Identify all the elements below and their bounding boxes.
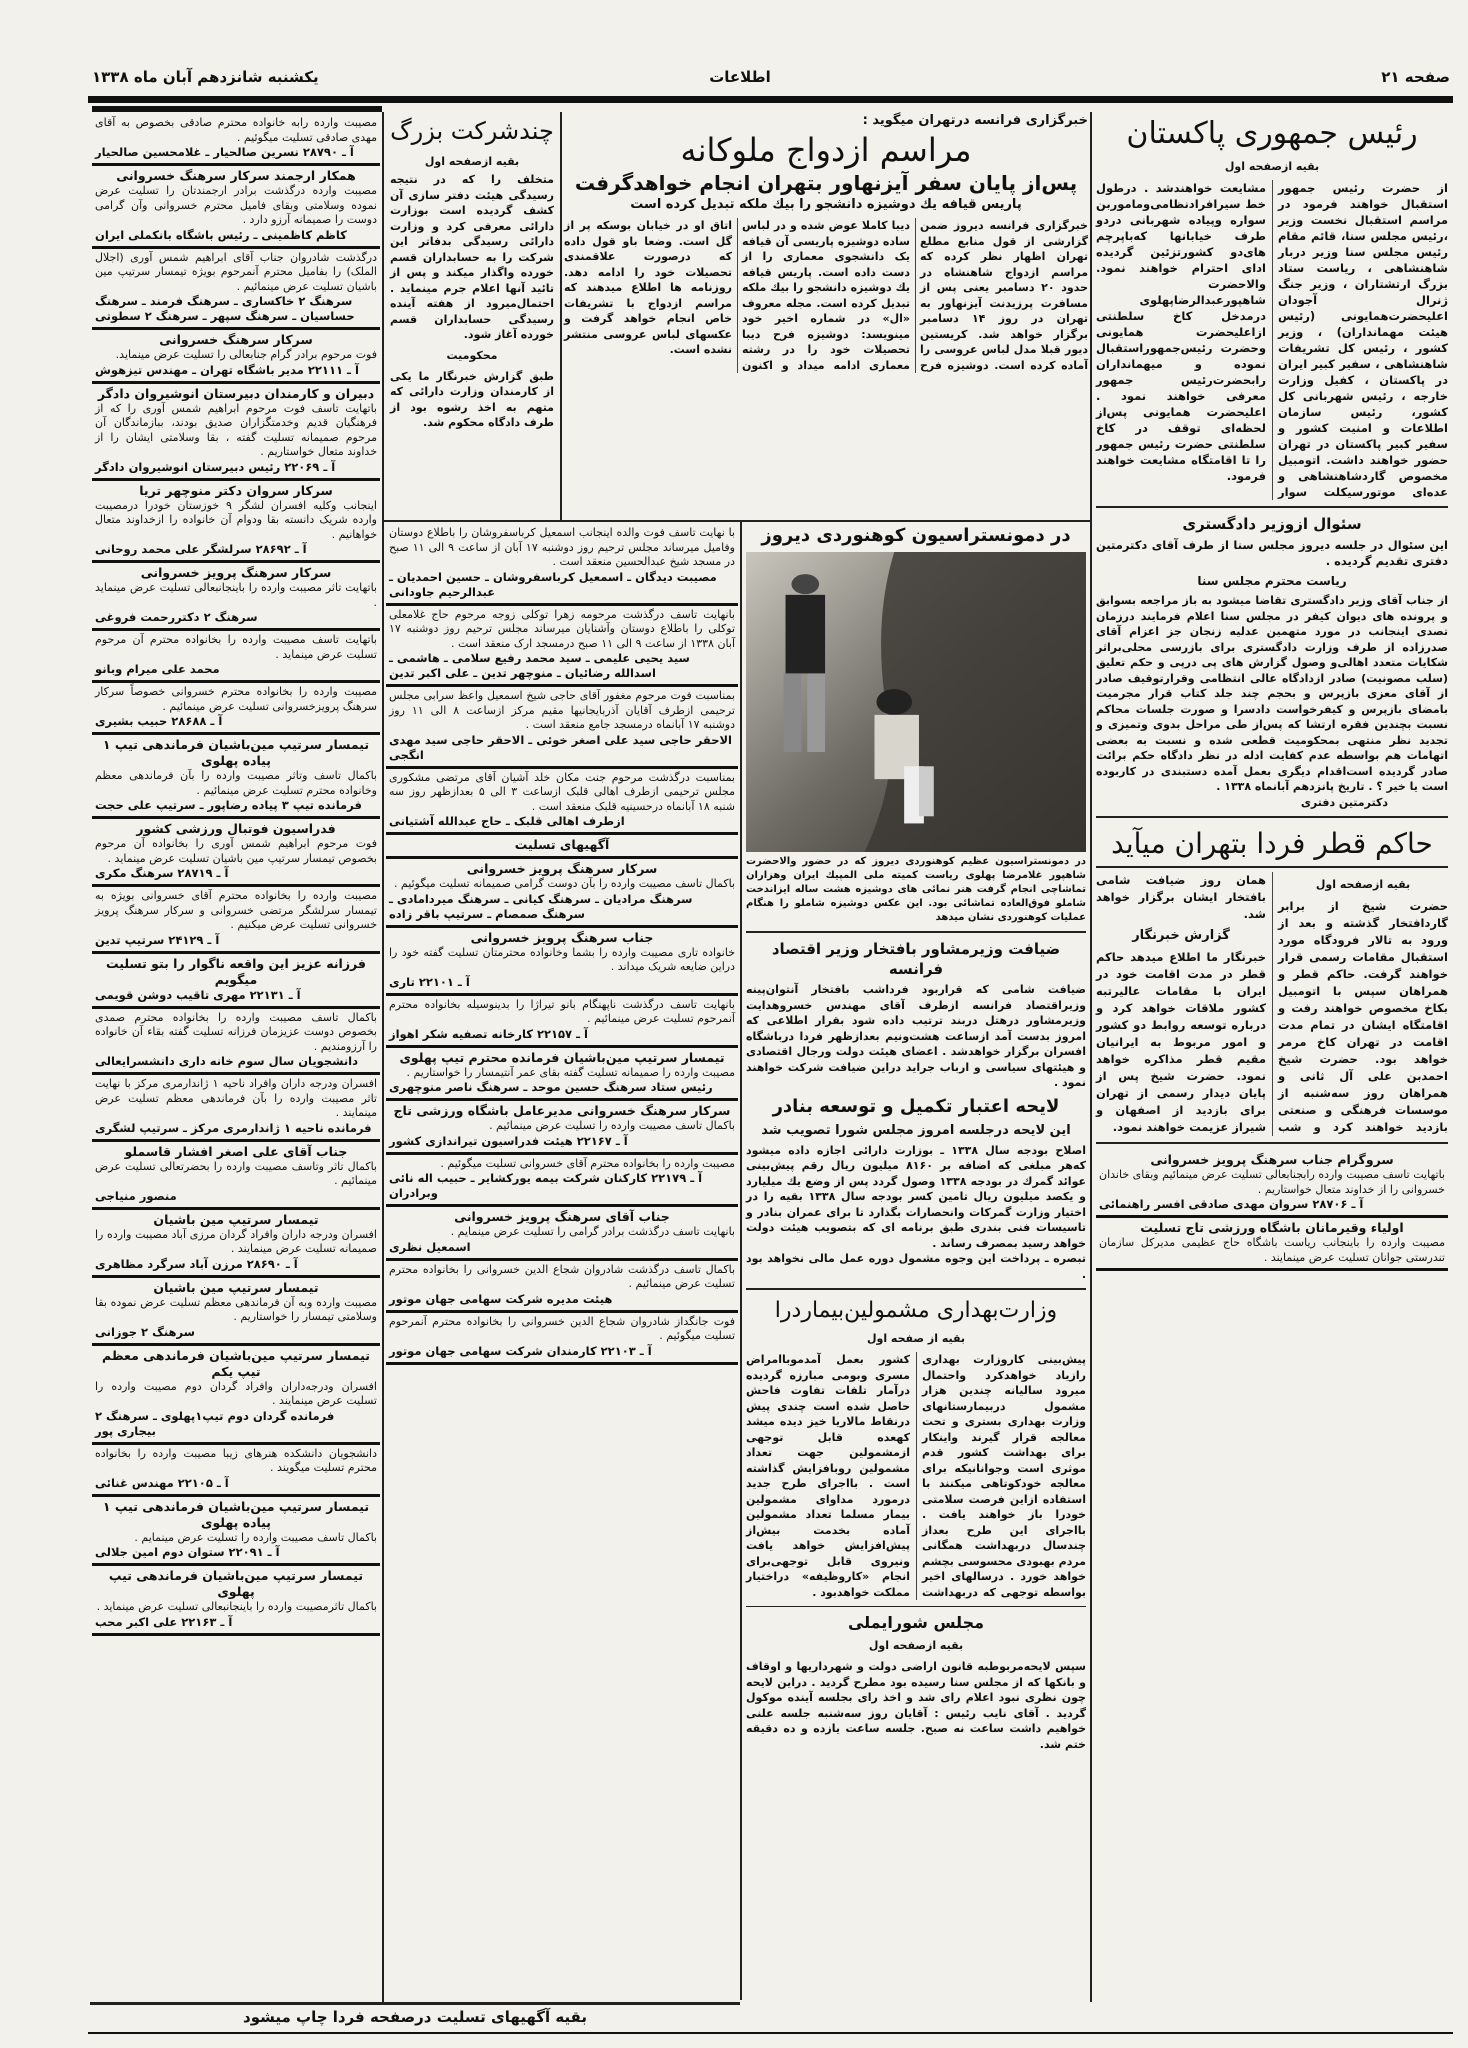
footer-note: بقیه آگهیهای تسلیت درصفحه فردا چاپ میشود bbox=[243, 2008, 587, 2026]
ad-body: باکمال تاسف درگذشت شادروان شجاع الدین خسروانی را بخانواده محترم تسلیت عرض مینمائیم . bbox=[389, 1262, 735, 1290]
ad-title: تیمسار سرتیپ مین باشیان bbox=[153, 1279, 319, 1295]
ad-body: باتهایت تاسف مصیبت وارده رابجنابعالی تسلیت عرض مینمائیم وبقای خاندان خسروانی را از خداوند متعال خواستاریم . bbox=[1099, 1168, 1445, 1196]
ad-body: افسران ودرجه داران وافراد گردان مرزی آباد مصیبت وارده را صمیمانه تسلیت عرض مینمایند . bbox=[95, 1227, 377, 1255]
condolence-ad bbox=[92, 563, 380, 631]
marriage-kicker: خبرگزاری فرانسه درتهران میگوید : bbox=[862, 113, 1088, 128]
ad-signature: آ ـ ۲۲۱۶۷ هیئت فدراسیون تیراندازی کشور bbox=[389, 1133, 628, 1148]
dinner-headline: ضیافت وزیرمشاور بافتخار وزیر اقتصاد فرانسه bbox=[771, 940, 1061, 978]
ad-signature: آ ـ ۲۸۶۹۰ مرزن آباد سرگرد مظاهری bbox=[95, 1256, 298, 1271]
condolence-ad bbox=[386, 928, 738, 996]
justice-signature: دکترمتین دفتری bbox=[1300, 795, 1388, 809]
ad-body: دانشجویان دانشکده هنرهای زیبا مصیبت وارده را بخانواده محترم تسلیت میگویند . bbox=[95, 1446, 377, 1474]
mountaineering-photo bbox=[746, 552, 1086, 852]
ports-subheadline: این لایحه درجلسه امروز مجلس شورا تصویب شد bbox=[761, 1122, 1071, 1138]
ad-signature: رئیس ستاد سرهنگ حسین موحد ـ سرهنگ ناصر منوچهری bbox=[389, 1080, 713, 1094]
ad-signature: دانشجویان سال سوم خانه داری دانشسرایعالی bbox=[95, 1054, 359, 1068]
ad-body: مصیبت وارده را بخانواده محترم آقای خسروانی بویژه به تیمسار سرلشگر مرتضی خسروانی و سرکار سرهنگ پرویز خسروانی تسلیت عرض میکنیم . bbox=[95, 889, 377, 931]
condolence-ad bbox=[92, 819, 380, 887]
ad-title: تیمسار سرتیپ مین‌باشیان فرماندهی تیپ ۱ پیاده پهلوی bbox=[102, 737, 370, 768]
condolence-ad bbox=[386, 1261, 738, 1313]
bottom-rule bbox=[88, 2032, 1453, 2034]
condolence-ads-center bbox=[1096, 1150, 1448, 1271]
photo-headline: در دمونستراسیون کوهنوردی دیروز bbox=[761, 525, 1071, 546]
ad-signature: آ ـ ۲۲۰۶۹ رئیس دبیرستان انوشیروان دادگر bbox=[95, 459, 336, 474]
majlis-body: سپس لایحه‌مربوطبه قانون اراضی دولت و شهرداریها و اوقاف و بانکها که از مجلس سنا رسیده بود مطرح گردید . دراین لایحه چون نظری نبود اعلام رای شد و اخذ رای بجلسه آینده موکول گردید . آقای نایب رئیس : آقایان روز سه‌شنبه جلسه علنی خواهیم داشت ساعت نه صبح. جلسه ساعت یازده و ده دقیقه ختم شد. bbox=[746, 1660, 1086, 1751]
condolence-ad bbox=[92, 1346, 380, 1445]
ad-signature: آ ـ ۲۸۶۸۸ حبیب بشیری bbox=[95, 714, 223, 728]
qatar-subhead: گزارش خبرنگار bbox=[1132, 928, 1230, 943]
ad-signature: کاظم کاظمینی ـ رئیس باشگاه بانکملی ایران bbox=[95, 227, 347, 242]
ad-signature: آ ـ ۲۲۱۵۷ کارخانه تصفیه شکر اهواز bbox=[389, 1026, 588, 1041]
ad-signature: آ ـ ۲۸۷۹۰ نسرین صالحیار ـ غلامحسین صالحیار bbox=[95, 145, 354, 159]
masthead-rule bbox=[88, 96, 1453, 103]
company-article bbox=[386, 114, 558, 431]
condolence-ad bbox=[92, 330, 380, 384]
ad-body: باکمال تاسف مصیبت وارده را تسلیت عرض مینمایم . bbox=[134, 1530, 377, 1544]
ad-signature: آ ـ ۲۲۱۱۱ مدیر باشگاه تهران ـ مهندس تیزهوش bbox=[95, 362, 359, 377]
ad-signature: آ ـ ۲۲۱۷۹ کارکنان شرکت بیمه یورکشایر ـ حبیب اله نائی وبرادران bbox=[389, 1171, 703, 1200]
ad-signature: آ ـ ۲۴۱۲۹ سرتیپ تدین bbox=[95, 932, 220, 947]
ad-title: آگهیهای تسلیت bbox=[514, 837, 610, 852]
ad-signature: آ ـ ۲۲۱۳۱ مهری تاقیب دوشن قویمی bbox=[95, 987, 301, 1002]
continued-label: بقیه ازصفحه اول bbox=[424, 155, 520, 168]
condolence-ad bbox=[92, 1210, 380, 1278]
ad-body: باکمال تاسف مصیبت وارده را بآن دوست گرامی صمیمانه تسلیت میگوئیم . bbox=[393, 877, 735, 890]
ad-title: تیمسار سرتیپ مین‌باشیان فرماندهی معظم تیپ یکم bbox=[102, 1347, 370, 1379]
ad-body: باکمال تاثرمصیبت وارده را باینجانبعالی تسلیت عرض مینماید . bbox=[96, 1600, 377, 1613]
company-subhead: محکومیت bbox=[446, 348, 498, 362]
newspaper-name: اطلاعات bbox=[709, 68, 771, 86]
ad-signature: الاحقر حاجی سید علی اصغر خوئی ـ الاحقر حاجی سید مهدی انگجی bbox=[389, 732, 732, 762]
ad-signature: فرمانده ناحیه ۱ ژاندارمری مرکز ـ سرتیپ لشگری bbox=[95, 1120, 372, 1135]
ad-title: فرزانه عزیز این واقعه ناگوار را بتو تسلیت میگویم bbox=[105, 955, 366, 987]
ad-signature: آ ـ ۲۲۱۰۱ تاری bbox=[389, 974, 470, 989]
condolence-ad bbox=[92, 249, 380, 331]
health-body: پیش‌بینی کاروزارت بهداری رازیاد خواهدکرد واحتمال میرود سالیانه چندین هزار مشمول دربیمارستانهای وزارت بهداری بستری و تحت معالجه قرار گیرند واینکار برای بهداشت کشور قدم موثری است وجوانانیکه برای معالجه خودکوتاهی میکنند با استفاده ازاین فرصت سلامتی خودرا باز خواهند یافت . بااجرای این طرح بعداز چندسال دربهداشت همگانی مردم بهبودی محسوسی بچشم خواهد خورد . درسالهای اخیر بواسطه توجهی که دربهداشت کشور بعمل آمدموباامراض مسری وبومی مبارزه گردیده درآمار تلفات تفاوت فاحش حاصل شده است چندی پیش درنقاط مالاریا خیز دیده میشد کهعده قابل توجهی ازمشمولین جهت تعداد مشمولین روبافزایش گذاشته است . بااجرای طرح جدید درمورد مداوای مشمولین بیمار مسلما تعداد مشمولین آماده بخدمت بیش‌از پیش‌افزایش خواهد یافت ونیروی قابل توجهی‌برای انجام «کاروظیفه» دراختیار مملکت خواهدبود . bbox=[746, 1353, 1086, 1599]
condolence-ad bbox=[92, 166, 380, 249]
masthead-rule-left bbox=[92, 106, 382, 112]
continued-label: بقیه ازصفحه اول bbox=[1315, 878, 1411, 891]
pakistan-body: از حضرت رئیس جمهور استقبال خواهند فرمود در مراسم استقبال نخست وزیر ،رئیس مجلس سنا، قائم مقام رئیس مجلس سنا وزیر دربار شاهنشاهی ، ریاست ستاد بزرگ ارتشتاران ، وزیر جنگ ژنرال آجودان اعلیحضرت‌همایونی (رئیس هیئت مهمانداران) ، وزیر کشور ، رئیس کل تشریفات شاهنشاهی ، سفیر کبیر ایران در پاکستان ، کفیل وزارت خارجه ، رئیس شهربانی کل کشور، رئیس سازمان اطلاعات و امنیت کشور و سفیر کبیر پاکستان در تهران حضور خواهند داشت. اتومبیل مخصوص گارد‌شاهنشاهی و عده‌ای موتورسیکلت سوار مشایعت خواهندشد . درطول خط سیرافرادنظامی‌وماموربن سواره وپیاده شهربانی دردو طرف خیابانها که‌باپرچم های‌دو کشورتزئین گردیده ادای احترام خواهند نمود. والاحضرت شاهپورعبدالرضاپهلوی درمدخل کاخ سلطنتی ازاعلیحضرت همایونی وحضرت رئیس‌جمهوراستقبال نموده و میهمانداران رابحضرت‌رئیس جمهور معرفی خواهند نمود . اعلیحضرت همایونی پس‌از لحظه‌ای توقف در کاخ سلطنتی حضرت رئیس جمهور را تا اقامتگاه مشایعت خواهند فرمود. bbox=[1096, 181, 1448, 499]
continued-label: بقیه ازصفحه اول bbox=[868, 1639, 964, 1652]
continued-label: بقیه از صفحه اول bbox=[866, 1332, 966, 1345]
divider bbox=[1096, 506, 1448, 508]
column-divider bbox=[382, 112, 384, 2002]
justice-intro: این سئوال در جلسه دیروز مجلس سنا از طرف آقای دکترمتین دفتری تقدیم گردیده . bbox=[1096, 538, 1448, 568]
ad-body: بانهایت تاسف درگذشت مرحومه زهرا توکلی زوجه مرحوم حاج غلامعلی توکلی را باطلاع دوستان وآشنایان میرساند مجلس ترحیم روز دوشنبه ۱۷ آبان ۱۳۳۸ از ساعت ۹ الی ۱۱ صبح درمسجد ارک منعقد است . bbox=[389, 607, 735, 650]
condolence-ad bbox=[1096, 1218, 1448, 1271]
ports-headline: لایحه اعتبار تکمیل و توسعه بنادر bbox=[772, 1095, 1060, 1117]
ad-body: افسران ودرجه داران وافراد ناحیه ۱ ژاندارمری مرکز با نهایت تاثر مصیبت وارده را بآن فرماندهی معظم تسلیت عرض مینمایند . bbox=[95, 1077, 378, 1119]
ad-body: مصیبت وارده درگذشت برادر ارجمندتان را تسلیت عرض نموده وسلامتی وبقای فامیل محترم خسروانی وآن گرامی دوست را صمیمانه آرزو دارد . bbox=[95, 184, 377, 226]
qatar-headline: حاکم قطر فردا بتهران میآید bbox=[1111, 827, 1433, 860]
right-news-column bbox=[1096, 114, 1448, 1271]
ad-body: مصیبت وارده رابه خانواده محترم صادقی بخصوص به آقای مهدی صادقی تسلیت میگوئیم . bbox=[95, 116, 377, 144]
ad-title: سرکار سرهنگ پرویز خسروانی bbox=[466, 861, 658, 876]
condolence-ad bbox=[386, 1101, 738, 1155]
condolence-ad bbox=[92, 481, 380, 564]
justice-salutation: ریاست محترم مجلس سنا bbox=[1197, 574, 1347, 588]
ad-signature: سید یحیی علیمی ـ سید محمد رفیع سلامی ـ هاشمی ـ اسدالله رضائیان ـ منوچهر تدین ـ علی اکبر تدین bbox=[389, 651, 690, 680]
condolence-ad bbox=[92, 1566, 380, 1636]
ad-signature: آ ـ ۲۸۷۰۶ سروان مهدی صادقی افسر راهنمائی bbox=[1099, 1197, 1364, 1211]
dinner-body: ضیافت شامی که قراربود فرداشب بافتخار آنتوان‌پینه وزیراقتصاد فرانسه ازطرف آقای مهندس خسروهدایت وزیرمشاور درهتل دربند ترتیب داده شود بقرار اطلاعی که امروز بدست آمد ازساعت هشت‌ونیم بعدازظهر فردا درباشگاه افسران برگزار خواهدشد . اعضای هیئت دولت ورجال اقتصادی و هیئتهای سیاسی و ارباب جراید دراین ضیافت شرکت خواهند نمود . bbox=[746, 983, 1086, 1089]
ad-signature: اسمعیل نظری bbox=[389, 1239, 471, 1254]
ad-body: مصیبت وارده را صمیمانه تسلیت گفته بقای عمر آنتیمسار را خواستاریم . bbox=[406, 1065, 735, 1079]
page-number: صفحه ۲۱ bbox=[1381, 68, 1450, 86]
ad-title: تیمسار سرتیپ مین‌باشیان فرماندهی تیپ ۱ پیاده پهلوی bbox=[102, 1498, 370, 1530]
ad-signature: سرهنگ مرادیان ـ سرهنگ کیانی ـ سرهنگ میردامادی ـ سرهنگ صمصام ـ سرتیپ باقر زاده bbox=[389, 891, 693, 921]
divider bbox=[1096, 1142, 1448, 1144]
ad-title: سرکار سرهنگ پرویز خسروانی bbox=[140, 565, 332, 580]
condolence-ad bbox=[386, 859, 738, 928]
company-headline: چندشرکت بزرگ bbox=[390, 117, 554, 145]
majlis-headline: مجلس شورایملی bbox=[847, 1613, 985, 1632]
ports-note: تبصره ـ پرداخت این وجوه مشمول دوره عمل مالی نخواهد بود . bbox=[746, 1252, 1086, 1281]
condolence-ad bbox=[386, 1155, 738, 1208]
ad-body: بانهایت تاسف درگذشت ناپهنگام بانو تیراژا را بدینوسیله بخانواده محترم آنمرحوم تسلیت عرض مینمائیم . bbox=[389, 997, 735, 1025]
ad-signature: هیئت مدیره شرکت سهامی جهان موتور bbox=[389, 1291, 613, 1306]
condolence-ad bbox=[92, 735, 380, 819]
condolence-ads-column bbox=[92, 114, 380, 1636]
divider bbox=[746, 1606, 1086, 1607]
ports-body: اصلاح بودجه سال ۱۳۳۸ ـ بوزارت دارائی اجازه داده میشود که‌هر مبلغی که اضافه بر ۸۱۶۰ میلیون ریال رقم پیش‌بینی عوائد گمرك در بودجه ۱۳۳۸ وصول گردد پس از وضع یك میلیارد و یکصد میلیون ریال تامین کسر بودجه سال ۱۳۳۸ بقیه را در اختیار وزارت گمرکات وانحصارات بگذارد تا برای عمران بنادر و تاسیسات فنی بندری طبق برنامه ای که بتصویب هیئت دولت خواهد رسید بمصرف رساند . bbox=[746, 1143, 1087, 1250]
justice-body: از جناب آقای وزیر دادگستری تقاضا میشود به باز مراجعه بسوابق و پرونده های دیوان کیفر در مجلس سنا اعلام فرمایند درزمان تصدی اینجانب در مورد متهمین عدلیه زنجان جز اعزام آقای صدرزاده از طرف وزارت دادگستری برای بازرسی محلی‌براثر شکایات متعدد اهالی‌و وصول گزارش های پی درپی و حکم تعلیق (سلب مصونیت) صادر ازدادگاه عالی انتظامی وقرارتوقیف صادر از آقای معزی بازپرس و بحجم چند جلد کتاب قرار مجرمیت بامضای بازپرس و کیفرخواست دادسرا و صورت جلسات محاکم نسبت بچندین فقره ارتشا که پس‌از طی مراحل بدوی وتمیزی و تجدید نظر منتهی بمحکومیت قطعی شده و نسبت به بعضی اتهامات هم بواسطه عدم کفایت ادله در نظر دادگاه حکم برائت صادر گردیده است‌اقدام دیگری بعمل آمده دستبندی در کاربوده است یا خیر ؟ . تاریخ پانزدهم آبانماه ۱۳۳۸ . bbox=[1096, 594, 1448, 793]
ad-title: جناب سرهنگ پرویز خسروانی bbox=[470, 929, 654, 945]
divider bbox=[90, 2002, 740, 2005]
condolence-ad bbox=[92, 1497, 380, 1567]
ad-signature: منصور منیاجی bbox=[95, 1188, 177, 1203]
condolence-ad bbox=[92, 1278, 380, 1346]
ad-body: بمناسبت درگذشت مرحوم جنت مکان خلد آشیان آقای مرتضی مشکوری مجلس ترحیمی ازطرف اهالی قلبک ازساعت ۳ الی ۵ بعدازظهر روز سه شنبه ۱۸ آبانماه درحسینیه قلبک منعقد است . bbox=[389, 770, 735, 813]
ad-signature: فرمانده گردان دوم تیپ۱پهلوی ـ سرهنگ ۲ بیجاری پور bbox=[95, 1408, 335, 1438]
condolence-ad bbox=[386, 687, 738, 769]
marriage-article bbox=[564, 112, 1088, 373]
ad-body: باکمال تاسف مصیبت وارده را بخانواده محترم صمدی بخصوص دوست عزیزمان فرزانه تسلیت گفته بقاء آن خانواده را آرزومندیم . bbox=[95, 1010, 377, 1053]
qatar-body-2: خبرنگار ما اطلاع میدهد حاکم قطر در مدت اقامت خود در ایران با مقامات عالیرتبه کشور ملاقات خواهد کرد و درباره توسعه روابط دو کشور و امور مربوط به ایرانیان مقیم قطر مذاکره خواهد نمود. حضرت شیخ پس از پایان دیدار رسمی از تهران برای بازدید از اصفهان و شیراز عزیمت خواهند نمود. bbox=[1096, 950, 1266, 1134]
divider bbox=[384, 520, 1090, 522]
column-divider bbox=[740, 520, 742, 2000]
pakistan-headline: رئیس جمهوری پاکستان bbox=[1126, 116, 1418, 151]
ad-signature: سرهنگ ۲ جوزانی bbox=[95, 1324, 195, 1339]
ad-body: مصیبت وارده را بخانواده محترم آقای خسروانی تسلیت میگوئیم . bbox=[440, 1156, 735, 1170]
marriage-headline: مراسم ازدواج ملوکانه bbox=[680, 131, 972, 169]
justice-headline: سئوال ازوزیر دادگستری bbox=[1182, 515, 1362, 533]
ad-body: فوت مرحوم ابراهیم شمس آوری را بخانواده آن مرحوم بخصوص تیمسار سرتیپ مین باشیان تسلیت عرض مینماید . bbox=[95, 837, 377, 865]
ad-title: سرکار سروان دکتر منوچهر تریا bbox=[139, 482, 333, 498]
ad-title: اولیاء وقیرمانان باشگاه ورزشی تاج تسلیت bbox=[1140, 1220, 1404, 1235]
condolence-ad bbox=[386, 524, 738, 606]
ad-signature: آ ـ ۲۲۱۰۵ مهندس غنائی bbox=[95, 1475, 229, 1490]
condolence-ad bbox=[92, 954, 380, 1009]
ad-body: بمناسبت فوت مرحوم مغفور آقای حاجی شیخ اسمعیل واعظ سرابی مجلس ترحیمی ازطرف آقایان آذربایجانیها مقیم مرکز ازساعت ۸ الی ۱۱ روز دوشنبه ۱۷ آبانماه درمسجد جامع منعقد است . bbox=[389, 689, 735, 731]
ad-signature: سرهنگ ۲ دکتررحمت فروغی bbox=[95, 610, 258, 624]
ad-signature: ازطرف اهالی قلبک ـ حاج عبدالله آشتیانی bbox=[389, 814, 625, 828]
condolence-ad bbox=[386, 835, 738, 859]
divider bbox=[746, 931, 1086, 933]
ad-title: سرکار سرهنگ خسروانی bbox=[159, 332, 313, 347]
column-divider bbox=[1090, 112, 1092, 2002]
issue-date: یکشنبه شانزدهم آبان ماه ۱۳۳۸ bbox=[92, 68, 319, 86]
condolence-ad bbox=[92, 631, 380, 683]
company-body: متخلف را که در نتیجه رسیدگی هیئت دفتر سازی آن کشف گردیده است بوزارت دارائی معرفی کرد و وزارت دارائی رسیدگی بدفاتر این شرکت را به حسابداران قسم خورده واگذار میکند و پس از تائید آنها اعلام جرم مینماید . احتمال‌میرود از هفته آینده رسیدگی حسابداران قسم خورده آغاز شود. bbox=[390, 173, 554, 341]
ad-title: تیمسار سرتیپ مین‌باشیان فرمانده محترم تیپ پهلوی bbox=[399, 1049, 725, 1065]
condolence-ad bbox=[92, 1075, 380, 1142]
ad-body: باکمال تاثر وتاسف مصیبت وارده را بحضرتعالی تسلیت عرض مینمائیم . bbox=[95, 1159, 377, 1187]
ad-signature: آ ـ ۲۲۱۶۳ علی اکبر محب bbox=[95, 1614, 233, 1629]
condolence-ad bbox=[92, 1445, 380, 1497]
continued-label: بقیه ازصفحه اول bbox=[1224, 160, 1320, 173]
ad-body: باتهایت تاسف فوت مرحوم ابراهیم شمس آوری را که از فرهنگیان قدیم وخدمتگزاران صدیق بودند، ببازماندگان آن مرحوم صمیمانه تسلیت گفته ، بقا وسلامتی ایشان را از خداوند متعال خواستاریم . bbox=[95, 401, 377, 458]
ad-title: جناب آقای سرهنگ پرویز خسروانی bbox=[454, 1209, 670, 1224]
condolence-ad bbox=[92, 683, 380, 735]
condolence-ads-column bbox=[386, 524, 738, 1365]
ad-signature: آ ـ ۲۲۰۹۱ ستوان دوم امین جلالی bbox=[95, 1545, 280, 1559]
ad-title: دبیران و کارمندان دبیرستان انوشیروان دادگر bbox=[97, 385, 375, 401]
ad-signature: آ ـ ۲۲۱۰۳ کارمندان شرکت سهامی جهان موتور bbox=[389, 1343, 652, 1358]
condolence-ad bbox=[386, 606, 738, 688]
ad-signature: محمد علی میرام وبانو bbox=[95, 662, 220, 676]
ad-body: فوت جانگداز شادروان شجاع الدین خسروانی را بخانواده محترم آنمرحوم تسلیت میگوئیم . bbox=[389, 1314, 735, 1342]
ad-body: افسران ودرجه‌داران وافراد گردان دوم مصیبت وارده را تسلیت عرض مینمایند . bbox=[95, 1379, 377, 1407]
marriage-subheadline: پس‌از پایان سفر آیزنهاور بتهران انجام خواهدگرفت bbox=[574, 171, 1078, 195]
condolence-ad bbox=[92, 1142, 380, 1210]
divider bbox=[1096, 816, 1448, 818]
condolence-ad bbox=[1096, 1150, 1448, 1218]
ad-body: با نهایت تاسف فوت والده اینجانب اسمعیل کرباسفروشان را باطلاع دوستان وفامیل میرساند مجلس ترحیم روز دوشنبه ۱۷ آبان از ساعت ۹ الی ۱۱ صبح در مسجد شیخ عبدالحسین منعقد است . bbox=[389, 526, 735, 568]
ad-body: باکمال تاسف وتاثر مصیبت وارده را بآن فرماندهی معظم وخانواده محترم تسلیت عرض مینمائیم . bbox=[95, 769, 377, 797]
condolence-ad bbox=[386, 1048, 738, 1102]
ad-body: بانهایت تاسف درگذشت برادر گرامی را تسلیت عرض مینمایم . bbox=[450, 1225, 735, 1238]
ad-body: خانواده تاری مصیبت وارده را بشما وخانواده محترمتان تسلیت گفته خود را دراین ضایعه شریک میداند . bbox=[389, 945, 735, 973]
ad-title: سرکار سرهنگ خسروانی مدیرعامل باشگاه ورزشی تاج bbox=[393, 1103, 731, 1118]
ad-signature: آ ـ ۲۸۷۱۹ سرهنگ مکری bbox=[95, 866, 229, 880]
marriage-deck: پاریس قیافه یك دوشیزه دانشجو را بیك ملکه تبدیل کرده است bbox=[630, 197, 1022, 212]
ad-body: درگذشت شادروان جناب آقای ابراهیم شمس آوری (اجلال الملک) را بفامیل محترم آنمرحوم بویژه تیمسار سرتیپ مین باشیان تسلیت عرض مینمائیم . bbox=[95, 250, 377, 293]
ad-title: تیمسار سرتیپ مین باشیان bbox=[153, 1211, 319, 1227]
ad-title: سروگرام جناب سرهنگ پرویز خسروانی bbox=[1150, 1152, 1394, 1167]
ad-title: همکار ارجمند سرکار سرهنگ خسروانی bbox=[116, 168, 356, 183]
qatar-body: حضرت شیخ از برابر گاردافتخار گذشته و بعد از ورود به تالار فرودگاه مورد استقبال مقامات رسمی قرار خواهند گرفت. حاکم قطر و همراهان سپس با اتومبیل بکاخ مخصوص خواهند رفت و اقامتگاه ایشان در تمام مدت اقامت در تهران کاخ مرمر خواهد بود. حضرت شیخ احمدبن علی آل ثانی و همراهان روز سه‌شنبه از موسسات فرهنگی و صنعتی بازدید خواهند کرد و شب همان روز ضیافت شامی بافتخار ایشان برگزار خواهد شد. bbox=[1096, 873, 1448, 1134]
condolence-ad bbox=[386, 1313, 738, 1365]
ad-body: باتهایت تاسف مصیبت وارده را بخانواده محترم آن مرحوم تسلیت عرض مینماید . bbox=[95, 633, 377, 661]
health-headline: وزارت‌بهداری مشمولین‌بیمار‌درا bbox=[774, 1298, 1058, 1323]
photo-caption: در دمونستراسیون عظیم کوهنوردی دیروز که در حضور والاحضرت شاهپور غلامرضا پهلوی ریاست کمیته ملی المپیك ایران وهزاران تماشاچی انجام گرفت هنر نمائی های دوشیزه هشت ساله ایزاندخت شاملو فوق‌العاده تماشائی بود. این عکس دوشیزه شاملو را هنگام عملیات کوهنوردی نشان میدهد bbox=[746, 856, 1086, 923]
middle-news-column bbox=[746, 524, 1086, 1752]
company-body-2: طبق گزارش خبرنگار ما یکی از کارمندان وزارت دارائی که متهم به اخذ رشوه بود از طرف دادگاه محکوم شد. bbox=[390, 369, 554, 429]
condolence-ad bbox=[386, 769, 738, 836]
ad-body: باکمال تاسف مصیبت وارده را تسلیت عرض مینمائیم . bbox=[489, 1119, 735, 1132]
ad-body: مصیبت وارده را بخانواده محترم خسروانی خصوصاً سرکار سرهنگ پرویزخسروانی تسلیت عرض مینمائیم . bbox=[95, 685, 377, 713]
ad-signature: مصیبت دیدگان ـ اسمعیل کرباسفروشان ـ حسین احمدیان ـ عبدالرحیم جاودانی bbox=[389, 569, 717, 599]
condolence-ad bbox=[92, 887, 380, 954]
ad-body: فوت مرحوم برادر گرام جنابعالی را تسلیت عرض مینماید. bbox=[115, 348, 377, 361]
ad-title: تیمسار سرتیپ مین‌باشیان فرماندهی تیپ پهلوی bbox=[108, 1568, 364, 1599]
ad-title: فدراسیون فوتبال ورزشی کشور bbox=[136, 821, 336, 836]
ad-body: اینجانب وکلیه افسران لشگر ۹ خوزستان خودرا درمصیبت وارده شریک دانسته بقا ودوام آن خانواده را ازخداوند متعال خواهانیم . bbox=[95, 498, 377, 541]
ad-title: جناب آقای علی اصغر افشار قاسملو bbox=[124, 1143, 348, 1159]
condolence-ad bbox=[386, 996, 738, 1048]
divider bbox=[746, 1288, 1086, 1290]
column-divider bbox=[560, 112, 562, 520]
ad-signature: آ ـ ۲۸۶۹۲ سرلشگر علی محمد روحانی bbox=[95, 542, 307, 556]
condolence-ad bbox=[92, 384, 380, 481]
condolence-ad bbox=[92, 1009, 380, 1076]
ad-signature: فرمانده تیپ ۳ پیاده رضاپور ـ سرتیپ علی حجت bbox=[95, 798, 362, 812]
ad-body: باتهایت تاثر مصیبت وارده را باینجانبعالی تسلیت عرض مینماید . bbox=[95, 581, 377, 609]
condolence-ad bbox=[92, 114, 380, 166]
condolence-ad bbox=[386, 1207, 738, 1261]
marriage-body: خبرگزاری فرانسه دیروز ضمن گزارشی از قول منابع مطلع تهران اظهار نظر کرده که مراسم ازدواج شاهنشاه در حدود ۲۰ دسامبر یعنی پس از مسافرت پرزیدنت آیزنهاور به تهران در روز ۱۴ دسامبر برگزار خواهد شد. کریستین دیور قبلا مدل لباس عروسی را آماده کرده است. دوشیزه فرح دیبا کاملا عوض شده و در لباس ساده دوشیزه پاریسی آن قیافه یک دانشجوی معماری را از دست داده است. پاریس قیافه یك دوشیزه دانشجو را بیك ملکه تبدیل کرده است. مجله معروف «ال» در شماره اخیر خود مینویسد: دوشیزه فرح دیبا تحصیلات خود را در رشته معماری ادامه میداد و اکنون اتاق او در خیابان بوسکه پر از گل است. وضعا باو قول داده که درصورت علاقمندی تحصیلات خود را ادامه دهد. روزنامه ها اطلاع میدهند که مراسم ازدواج با تشریفات خاص انجام خواهد گرفت و عکسهای لباس عروسی منتشر نشده است. bbox=[564, 219, 1089, 372]
ad-signature: سرهنگ ۲ خاکساری ـ سرهنگ فرمند ـ سرهنگ حساسیان ـ سرهنگ سپهر ـ سرهنگ ۲ سطوتی bbox=[95, 294, 355, 323]
ad-body: مصیبت وارده را باینجانب ریاست باشگاه حاج عظیمی مدیرکل سازمان تندرستی جوانان تسلیت عرض مینمایند . bbox=[1099, 1236, 1445, 1264]
ad-body: مصیبت وارده وبه آن فرماندهی معظم تسلیت عرض نموده بقا وسلامتی تیمسار را خواستاریم . bbox=[95, 1295, 377, 1323]
